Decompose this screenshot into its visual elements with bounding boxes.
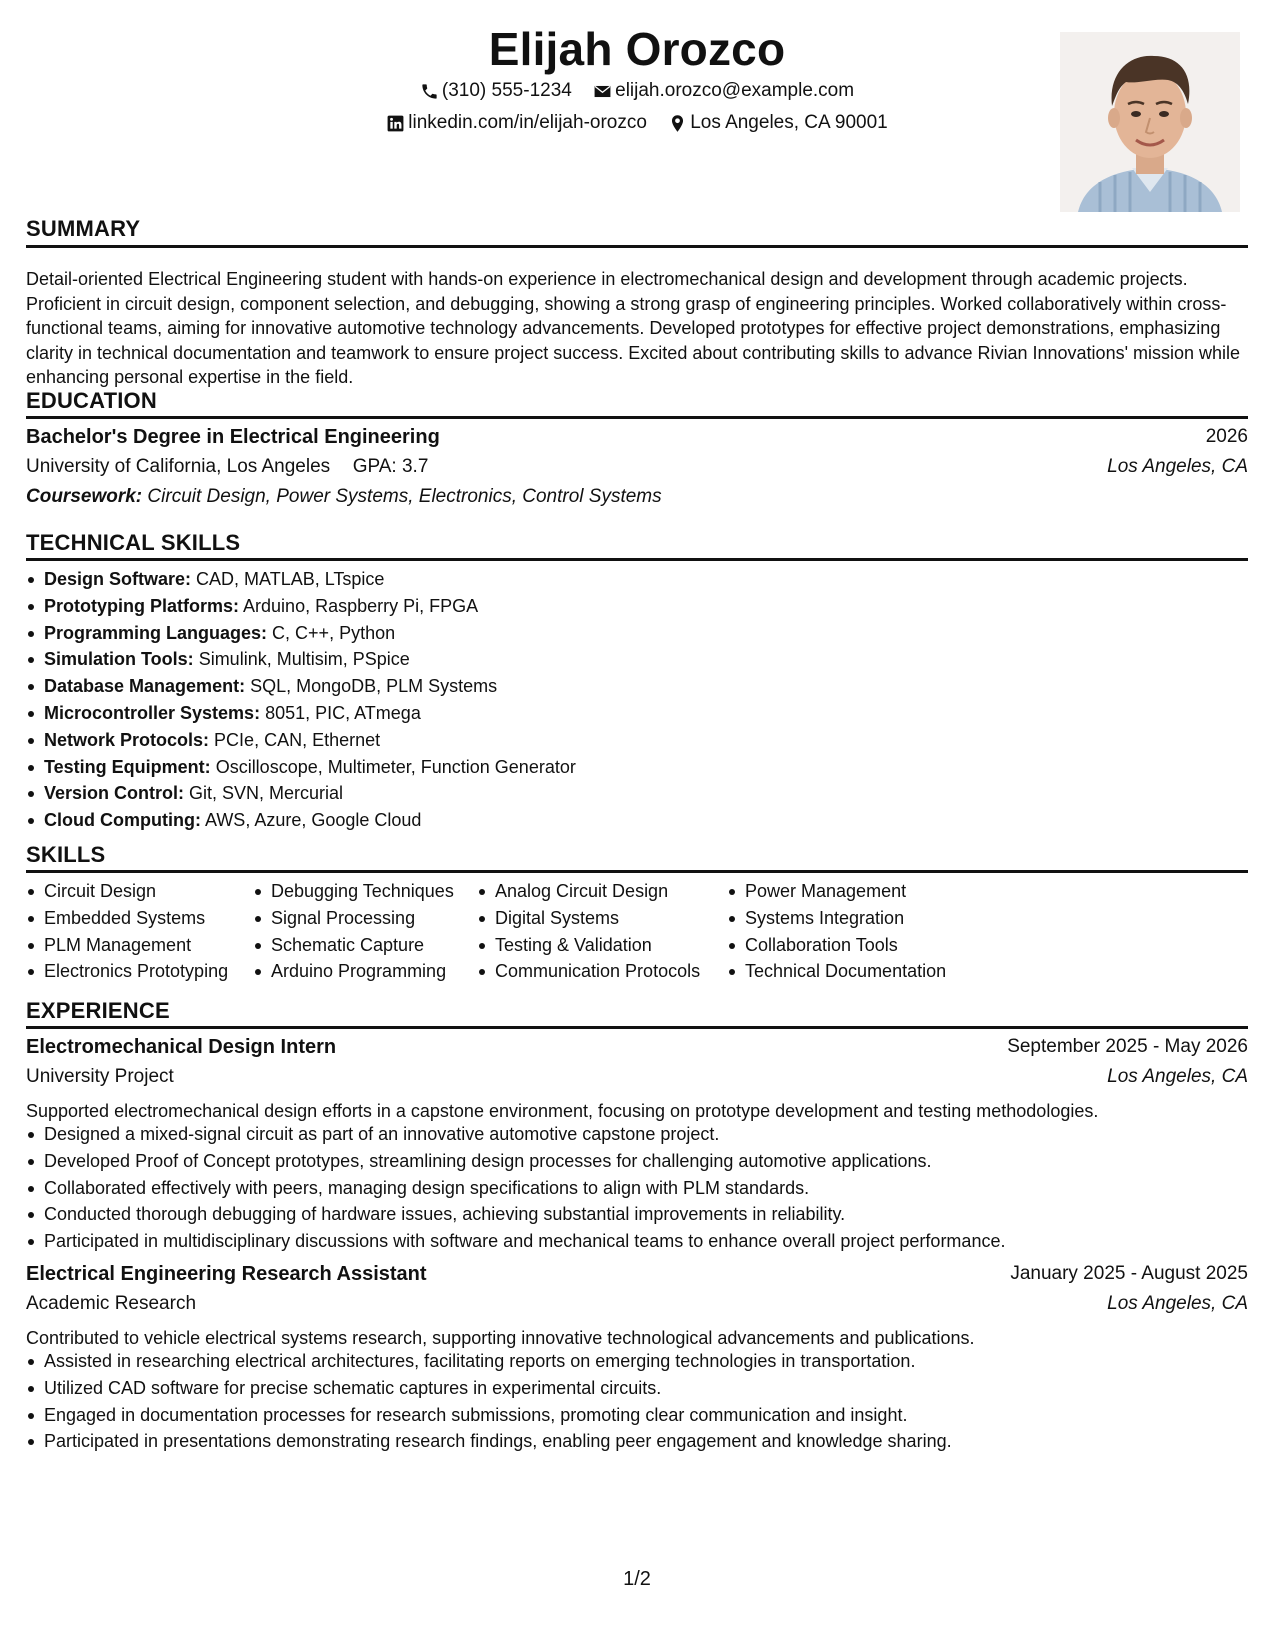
location-text: Los Angeles, CA 90001	[690, 112, 888, 133]
page-number: 1/2	[623, 1568, 651, 1590]
school-location: Los Angeles, CA	[1107, 456, 1248, 477]
list-item: Participated in multidisciplinary discussions with software and mechanical teams to enhance overall project performance.	[26, 1228, 1005, 1255]
list-item: Designed a mixed-signal circuit as part of an innovative automotive capstone project.	[26, 1121, 1005, 1148]
list-item: Signal Processing	[253, 905, 454, 932]
job-1-location: Los Angeles, CA	[1107, 1066, 1248, 1087]
list-item: Electronics Prototyping	[26, 958, 228, 985]
candidate-name: Elijah Orozco	[488, 23, 786, 75]
coursework-row	[26, 486, 1248, 516]
list-item: Assisted in researching electrical architectures, facilitating reports on emerging technologies in transportation.	[26, 1348, 952, 1375]
degree-year: 2026	[1205, 426, 1248, 447]
technical-skills-divider	[26, 558, 1248, 561]
coursework-line	[26, 486, 662, 508]
resume-page	[26, 0, 1248, 1650]
list-item: Communication Protocols	[477, 958, 700, 985]
technical-skills-list	[26, 566, 576, 834]
list-item: Utilized CAD software for precise schematic captures in experimental circuits.	[26, 1375, 952, 1402]
list-item: Version Control: Git, SVN, Mercurial	[26, 780, 576, 807]
linkedin-contact[interactable]	[386, 112, 647, 134]
list-item: Analog Circuit Design	[477, 878, 700, 905]
skills-column-3	[477, 878, 700, 985]
list-item: Microcontroller Systems: 8051, PIC, ATmega	[26, 700, 576, 727]
list-item: Cloud Computing: AWS, Azure, Google Cloud	[26, 807, 576, 834]
list-item: Engaged in documentation processes for research submissions, promoting clear communication and insight.	[26, 1402, 952, 1429]
list-item: Participated in presentations demonstrating research findings, enabling peer engagement and knowledge sharing.	[26, 1428, 952, 1455]
skills-column-2	[253, 878, 454, 985]
list-item: Power Management	[727, 878, 946, 905]
summary-heading: SUMMARY	[26, 216, 141, 241]
job-1-dates: September 2025 - May 2026	[1007, 1036, 1248, 1057]
list-item: Arduino Programming	[253, 958, 454, 985]
summary-divider	[26, 245, 1248, 248]
experience-heading: EXPERIENCE	[26, 998, 170, 1023]
skills-heading: SKILLS	[26, 842, 106, 867]
job-2-role: Electrical Engineering Research Assistant	[26, 1263, 427, 1285]
job-2-org: Academic Research	[26, 1293, 197, 1314]
resume-header	[26, 22, 1248, 222]
phone-contact	[420, 80, 572, 102]
job-1-bullets	[26, 1121, 1005, 1255]
list-item: Technical Documentation	[727, 958, 946, 985]
phone-text: (310) 555-1234	[441, 80, 572, 101]
list-item: Network Protocols: PCIe, CAN, Ethernet	[26, 727, 576, 754]
degree-title: Bachelor's Degree in Electrical Engineering	[26, 426, 440, 448]
experience-divider	[26, 1026, 1248, 1029]
education-divider	[26, 416, 1248, 419]
skills-column-1	[26, 878, 228, 985]
school-name: University of California, Los Angeles	[26, 456, 331, 477]
education-school-row	[26, 456, 1248, 486]
education-heading: EDUCATION	[26, 388, 157, 413]
linkedin-icon	[386, 114, 405, 133]
email-link[interactable]: elijah.orozco@example.com	[615, 80, 855, 101]
job-1-org-row	[26, 1066, 1248, 1096]
job-2-title-row	[26, 1263, 1248, 1293]
list-item: Collaborated effectively with peers, managing design specifications to align with PLM standards.	[26, 1175, 1005, 1202]
job-1-title-row	[26, 1036, 1248, 1066]
list-item: Simulation Tools: Simulink, Multisim, PSpice	[26, 646, 576, 673]
list-item: PLM Management	[26, 932, 228, 959]
job-2-bullets	[26, 1348, 952, 1455]
list-item: Embedded Systems	[26, 905, 228, 932]
list-item: Collaboration Tools	[727, 932, 946, 959]
list-item: Debugging Techniques	[253, 878, 454, 905]
list-item: Digital Systems	[477, 905, 700, 932]
list-item: Testing & Validation	[477, 932, 700, 959]
list-item: Database Management: SQL, MongoDB, PLM Systems	[26, 673, 576, 700]
job-2-location: Los Angeles, CA	[1107, 1293, 1248, 1314]
location-contact	[668, 112, 888, 134]
skills-column-4	[727, 878, 946, 985]
list-item: Conducted thorough debugging of hardware issues, achieving substantial improvements in reliability.	[26, 1201, 1005, 1228]
phone-icon	[420, 82, 439, 101]
map-pin-icon	[668, 114, 687, 133]
list-item: Prototyping Platforms: Arduino, Raspberry Pi, FPGA	[26, 593, 576, 620]
summary-text: Detail-oriented Electrical Engineering student with hands-on experience in electromechanical design and development through academic projects. Proficient in circuit design, component selection, and debugging, showing a strong grasp of engineering principles. Worked collaboratively within cross-functional teams, aiming for innovative automotive technology advancements. Developed prototypes for effective project demonstrations, emphasizing clarity in technical documentation and teamwork to ensure project success. Excited about contributing skills to advance Rivian Innovations' mission while enhancing personal expertise in the field.	[26, 269, 1241, 388]
job-2-dates: January 2025 - August 2025	[1010, 1263, 1248, 1284]
job-2-summary: Contributed to vehicle electrical systems research, supporting innovative technological advancements and publications.	[26, 1328, 975, 1348]
profile-photo	[1060, 32, 1240, 212]
job-2-org-row	[26, 1293, 1248, 1323]
education-degree-row	[26, 426, 1248, 456]
coursework-list: Circuit Design, Power Systems, Electronics, Control Systems	[147, 486, 662, 507]
list-item: Design Software: CAD, MATLAB, LTspice	[26, 566, 576, 593]
coursework-label: Coursework:	[26, 486, 143, 507]
list-item: Programming Languages: C, C++, Python	[26, 620, 576, 647]
job-1-summary: Supported electromechanical design efforts in a capstone environment, focusing on prototype development and testing methodologies.	[26, 1101, 1099, 1121]
list-item: Schematic Capture	[253, 932, 454, 959]
list-item: Testing Equipment: Oscilloscope, Multimeter, Function Generator	[26, 754, 576, 781]
school-line	[26, 456, 428, 478]
job-1-role: Electromechanical Design Intern	[26, 1036, 337, 1058]
list-item: Systems Integration	[727, 905, 946, 932]
envelope-icon	[593, 82, 612, 101]
list-item: Developed Proof of Concept prototypes, streamlining design processes for challenging automotive applications.	[26, 1148, 1005, 1175]
email-contact[interactable]	[593, 80, 854, 102]
skills-divider	[26, 870, 1248, 873]
linkedin-link[interactable]: linkedin.com/in/elijah-orozco	[408, 112, 647, 133]
gpa-text: GPA: 3.7	[352, 456, 429, 477]
job-1-org: University Project	[26, 1066, 174, 1087]
technical-skills-heading: TECHNICAL SKILLS	[26, 530, 241, 555]
list-item: Circuit Design	[26, 878, 228, 905]
